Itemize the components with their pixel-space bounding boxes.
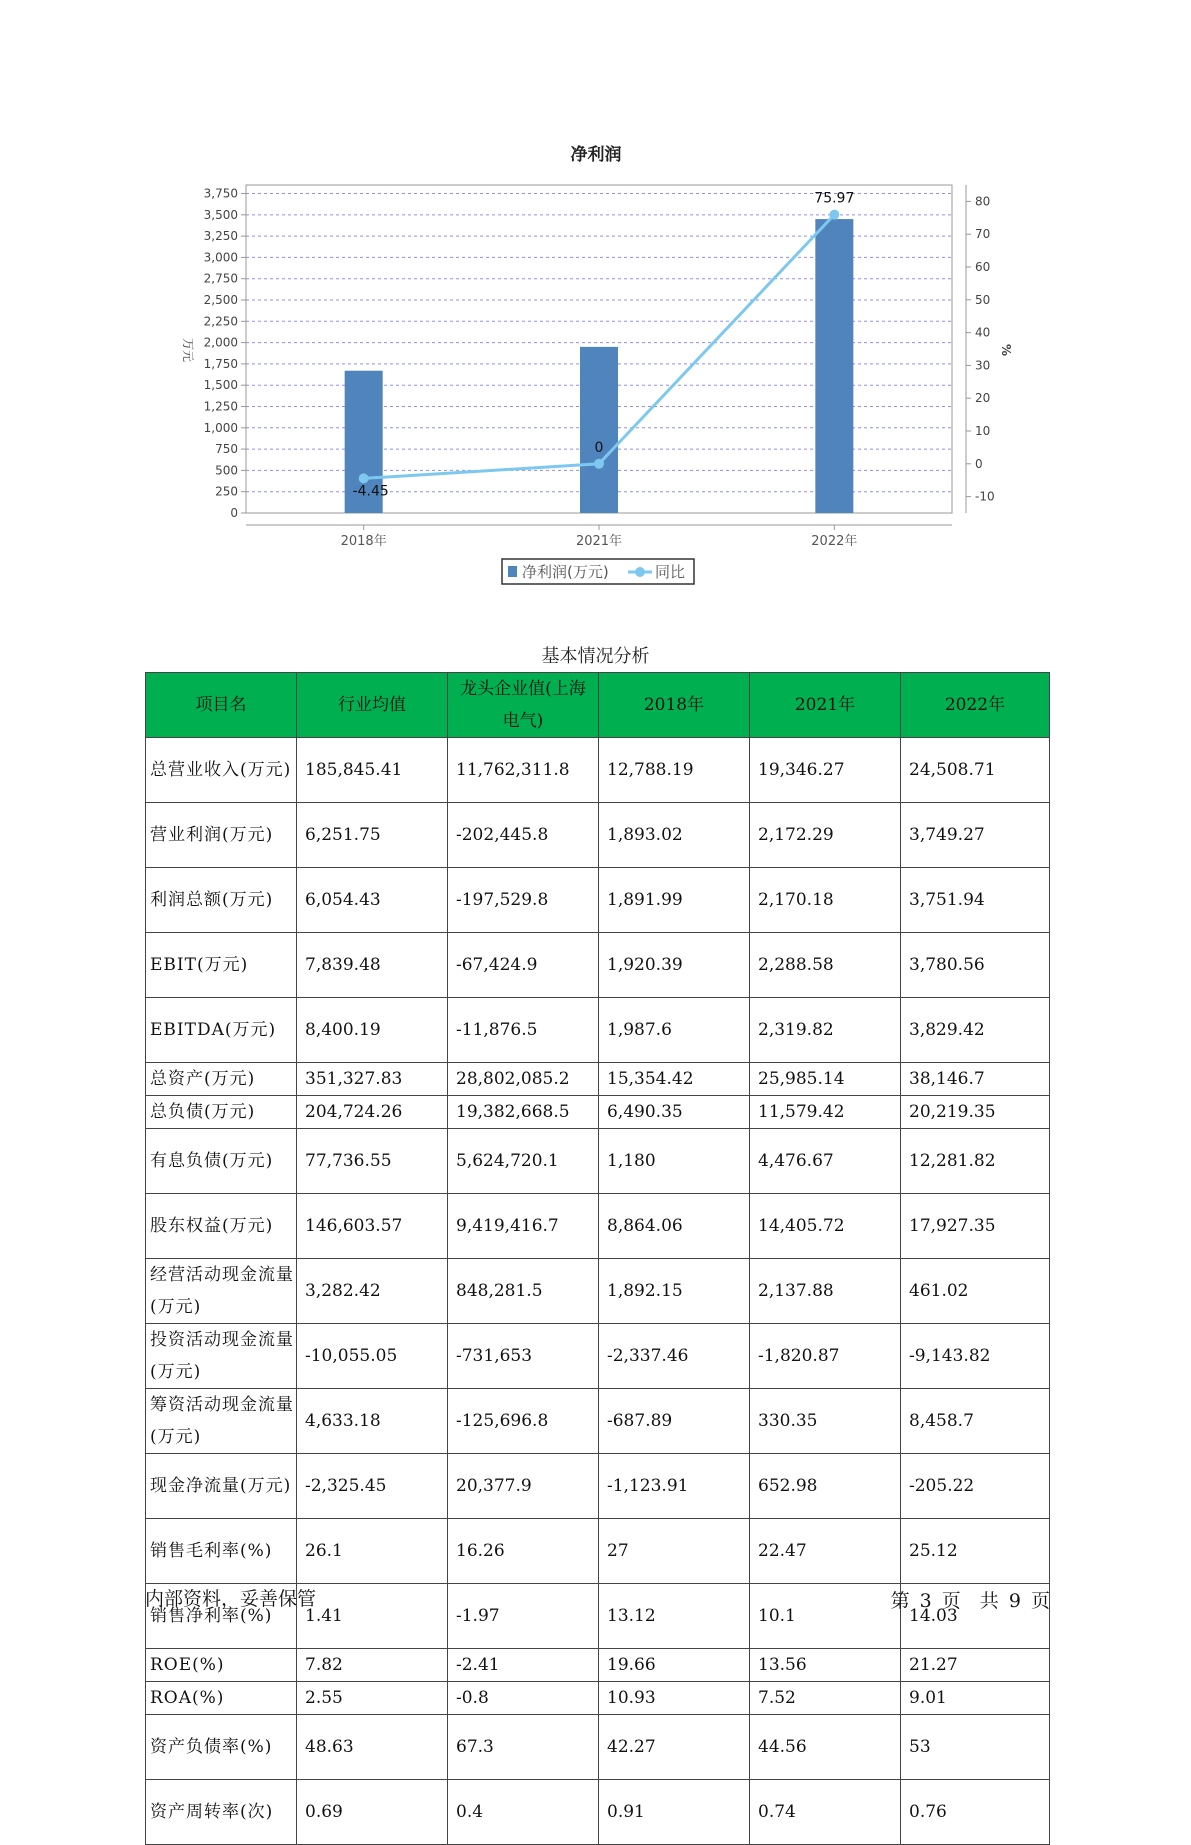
- left-tick-label: 1,000: [203, 420, 238, 435]
- value-cell: 11,762,311.8: [448, 738, 599, 803]
- table-row: [146, 933, 1050, 998]
- value-cell: 24,508.71: [901, 738, 1050, 803]
- right-axis-ticks: [966, 194, 995, 503]
- row-label-cell: 投资活动现金流量(万元): [146, 1324, 297, 1389]
- value-cell: 27: [599, 1519, 750, 1584]
- right-tick-label: 30: [975, 358, 991, 373]
- left-tick-label: 2,750: [203, 271, 238, 286]
- right-tick-label: 0: [975, 456, 983, 471]
- value-cell: 2,288.58: [750, 933, 901, 998]
- value-cell: 1.41: [297, 1584, 448, 1649]
- legend-net-profit-label: 净利润(万元): [522, 563, 609, 581]
- value-cell: -2,325.45: [297, 1454, 448, 1519]
- x-tick-label: 2018年: [340, 534, 387, 549]
- value-cell: 38,146.7: [901, 1063, 1050, 1096]
- right-tick-label: 70: [975, 227, 991, 242]
- value-cell: 25,985.14: [750, 1063, 901, 1096]
- value-cell: 7.52: [750, 1682, 901, 1715]
- row-label-cell: 利润总额(万元): [146, 868, 297, 933]
- bar-series: [345, 219, 854, 513]
- left-tick-label: 0: [230, 506, 238, 520]
- value-cell: 1,891.99: [599, 868, 750, 933]
- value-cell: 3,780.56: [901, 933, 1050, 998]
- legend-line-marker: [635, 567, 645, 577]
- value-cell: 7,839.48: [297, 933, 448, 998]
- table-body: [146, 738, 1050, 1845]
- value-cell: 2,137.88: [750, 1259, 901, 1324]
- value-cell: 3,751.94: [901, 868, 1050, 933]
- value-cell: -11,876.5: [448, 998, 599, 1063]
- value-cell: 15,354.42: [599, 1063, 750, 1096]
- yoy-point: [359, 473, 369, 483]
- table-row: [146, 1129, 1050, 1194]
- value-cell: -197,529.8: [448, 868, 599, 933]
- value-cell: 4,476.67: [750, 1129, 901, 1194]
- table-row: [146, 803, 1050, 868]
- header-leader-value: 龙头企业值(上海电气): [448, 673, 599, 738]
- value-cell: 652.98: [750, 1454, 901, 1519]
- value-cell: 2,170.18: [750, 868, 901, 933]
- value-cell: 3,829.42: [901, 998, 1050, 1063]
- chart-legend: [502, 559, 694, 584]
- row-label-cell: 筹资活动现金流量(万元): [146, 1389, 297, 1454]
- footer-confidential-note: 内部资料，妥善保管: [145, 1588, 317, 1610]
- value-cell: 330.35: [750, 1389, 901, 1454]
- row-label-cell: 现金净流量(万元): [146, 1454, 297, 1519]
- value-cell: 10.93: [599, 1682, 750, 1715]
- value-cell: 9.01: [901, 1682, 1050, 1715]
- header-2018: 2018年: [599, 673, 750, 738]
- row-label-cell: 销售毛利率(%): [146, 1519, 297, 1584]
- left-tick-label: 3,750: [203, 186, 238, 201]
- value-cell: 26.1: [297, 1519, 448, 1584]
- table-row: [146, 998, 1050, 1063]
- row-label-cell: 营业利润(万元): [146, 803, 297, 868]
- value-cell: 13.12: [599, 1584, 750, 1649]
- row-label-cell: 总资产(万元): [146, 1063, 297, 1096]
- value-cell: 8,864.06: [599, 1194, 750, 1259]
- table-row: [146, 1454, 1050, 1519]
- left-tick-label: 2,500: [203, 293, 238, 308]
- value-cell: 3,749.27: [901, 803, 1050, 868]
- value-cell: 2,319.82: [750, 998, 901, 1063]
- table-row: [146, 1649, 1050, 1682]
- table-row: [146, 868, 1050, 933]
- table-header-row: [146, 673, 1050, 738]
- left-tick-label: 3,250: [203, 229, 238, 244]
- row-label-cell: ROE(%): [146, 1649, 297, 1682]
- page-total: 9: [1008, 1590, 1021, 1612]
- x-tick-label: 2022年: [811, 534, 858, 549]
- value-cell: 8,400.19: [297, 998, 448, 1063]
- net-profit-chart: [0, 0, 1191, 600]
- row-label-cell: 有息负债(万元): [146, 1129, 297, 1194]
- value-cell: 14.03: [901, 1584, 1050, 1649]
- left-tick-label: 2,250: [203, 314, 238, 329]
- yoy-data-label: 75.97: [814, 190, 855, 207]
- yoy-data-label: 0: [594, 439, 604, 456]
- row-label-cell: ROA(%): [146, 1682, 297, 1715]
- right-tick-label: 50: [975, 292, 991, 307]
- row-label-cell: 股东权益(万元): [146, 1194, 297, 1259]
- value-cell: 848,281.5: [448, 1259, 599, 1324]
- page-prefix: 第: [890, 1590, 910, 1612]
- net-profit-bar: [580, 347, 618, 513]
- legend-yoy-label: 同比: [655, 563, 686, 581]
- value-cell: 6,490.35: [599, 1096, 750, 1129]
- value-cell: 0.74: [750, 1780, 901, 1845]
- table-row: [146, 1194, 1050, 1259]
- header-item-name: 项目名: [146, 673, 297, 738]
- net-profit-bar: [815, 219, 853, 513]
- left-tick-label: 1,500: [203, 378, 238, 393]
- value-cell: 25.12: [901, 1519, 1050, 1584]
- value-cell: 17,927.35: [901, 1194, 1050, 1259]
- value-cell: 14,405.72: [750, 1194, 901, 1259]
- row-label-cell: 资产周转率(次): [146, 1780, 297, 1845]
- value-cell: -9,143.82: [901, 1324, 1050, 1389]
- value-cell: -687.89: [599, 1389, 750, 1454]
- row-label-cell: EBIT(万元): [146, 933, 297, 998]
- value-cell: 351,327.83: [297, 1063, 448, 1096]
- left-tick-label: 2,000: [203, 335, 238, 350]
- right-tick-label: -10: [975, 489, 995, 504]
- value-cell: 19,346.27: [750, 738, 901, 803]
- value-cell: 8,458.7: [901, 1389, 1050, 1454]
- value-cell: 0.69: [297, 1780, 448, 1845]
- value-cell: 1,180: [599, 1129, 750, 1194]
- left-tick-label: 750: [215, 442, 238, 457]
- left-tick-label: 3,500: [203, 207, 238, 222]
- value-cell: 185,845.41: [297, 738, 448, 803]
- left-tick-label: 500: [215, 463, 238, 478]
- value-cell: 48.63: [297, 1715, 448, 1780]
- value-cell: -125,696.8: [448, 1389, 599, 1454]
- value-cell: -1,123.91: [599, 1454, 750, 1519]
- value-cell: 67.3: [448, 1715, 599, 1780]
- value-cell: 1,920.39: [599, 933, 750, 998]
- y2-axis-title: %: [999, 343, 1013, 357]
- left-tick-label: 1,250: [203, 399, 238, 414]
- table-row: [146, 738, 1050, 803]
- row-label-cell: 资产负债率(%): [146, 1715, 297, 1780]
- page-mid: 页 共: [941, 1590, 999, 1612]
- value-cell: 5,624,720.1: [448, 1129, 599, 1194]
- value-cell: -731,653: [448, 1324, 599, 1389]
- value-cell: -1.97: [448, 1584, 599, 1649]
- value-cell: 12,281.82: [901, 1129, 1050, 1194]
- line-series: [353, 191, 855, 500]
- value-cell: 1,893.02: [599, 803, 750, 868]
- value-cell: 9,419,416.7: [448, 1194, 599, 1259]
- table-title: 基本情况分析: [541, 646, 650, 667]
- value-cell: 19,382,668.5: [448, 1096, 599, 1129]
- table-row: [146, 1324, 1050, 1389]
- table-row: [146, 1259, 1050, 1324]
- value-cell: 461.02: [901, 1259, 1050, 1324]
- value-cell: 1,987.6: [599, 998, 750, 1063]
- value-cell: 53: [901, 1715, 1050, 1780]
- table-row: [146, 1389, 1050, 1454]
- value-cell: 12,788.19: [599, 738, 750, 803]
- page-suffix: 页: [1030, 1590, 1050, 1612]
- value-cell: -0.8: [448, 1682, 599, 1715]
- value-cell: 3,282.42: [297, 1259, 448, 1324]
- right-tick-label: 40: [975, 325, 991, 340]
- value-cell: -202,445.8: [448, 803, 599, 868]
- left-tick-label: 250: [215, 484, 238, 499]
- value-cell: 2.55: [297, 1682, 448, 1715]
- table-row: [146, 1096, 1050, 1129]
- value-cell: 0.91: [599, 1780, 750, 1845]
- header-2021: 2021年: [750, 673, 901, 738]
- yoy-point: [594, 459, 604, 469]
- value-cell: 6,054.43: [297, 868, 448, 933]
- value-cell: 28,802,085.2: [448, 1063, 599, 1096]
- value-cell: -67,424.9: [448, 933, 599, 998]
- table-row: [146, 1682, 1050, 1715]
- value-cell: 13.56: [750, 1649, 901, 1682]
- row-label-cell: EBITDA(万元): [146, 998, 297, 1063]
- yoy-point: [829, 210, 839, 220]
- value-cell: 16.26: [448, 1519, 599, 1584]
- value-cell: 204,724.26: [297, 1096, 448, 1129]
- table-row: [146, 1519, 1050, 1584]
- value-cell: 10.1: [750, 1584, 901, 1649]
- value-cell: -205.22: [901, 1454, 1050, 1519]
- right-tick-label: 80: [975, 194, 991, 209]
- y-axis-title: 万元: [181, 337, 195, 363]
- right-tick-label: 60: [975, 260, 991, 274]
- value-cell: 77,736.55: [297, 1129, 448, 1194]
- value-cell: 20,377.9: [448, 1454, 599, 1519]
- yoy-data-label: -4.45: [352, 483, 389, 500]
- x-tick-label: 2021年: [575, 534, 623, 549]
- right-tick-label: 20: [975, 391, 991, 406]
- table-row: [146, 1715, 1050, 1780]
- value-cell: 7.82: [297, 1649, 448, 1682]
- value-cell: 44.56: [750, 1715, 901, 1780]
- left-tick-label: 1,750: [203, 356, 238, 371]
- value-cell: 11,579.42: [750, 1096, 901, 1129]
- row-label-cell: 总营业收入(万元): [146, 738, 297, 803]
- left-tick-label: 3,000: [203, 250, 238, 265]
- value-cell: -2,337.46: [599, 1324, 750, 1389]
- right-tick-label: 10: [975, 424, 991, 438]
- row-label-cell: 经营活动现金流量(万元): [146, 1259, 297, 1324]
- value-cell: 20,219.35: [901, 1096, 1050, 1129]
- value-cell: 146,603.57: [297, 1194, 448, 1259]
- footer-page-number: [891, 1586, 1050, 1613]
- value-cell: 42.27: [599, 1715, 750, 1780]
- value-cell: 21.27: [901, 1649, 1050, 1682]
- row-label-cell: 总负债(万元): [146, 1096, 297, 1129]
- header-2022: 2022年: [901, 673, 1050, 738]
- table-row: [146, 1063, 1050, 1096]
- left-axis-ticks: [204, 187, 246, 520]
- value-cell: 22.47: [750, 1519, 901, 1584]
- value-cell: 0.76: [901, 1780, 1050, 1845]
- page-current: 3: [919, 1590, 932, 1612]
- value-cell: 4,633.18: [297, 1389, 448, 1454]
- row-label-cell: 销售净利率(%): [146, 1584, 297, 1649]
- value-cell: 1,892.15: [599, 1259, 750, 1324]
- chart-title: 净利润: [570, 145, 622, 165]
- value-cell: -1,820.87: [750, 1324, 901, 1389]
- value-cell: 0.4: [448, 1780, 599, 1845]
- basic-analysis-table: [145, 672, 1050, 1845]
- value-cell: 19.66: [599, 1649, 750, 1682]
- value-cell: 2,172.29: [750, 803, 901, 868]
- table-row: [146, 1780, 1050, 1845]
- value-cell: 6,251.75: [297, 803, 448, 868]
- legend-bar-swatch: [508, 566, 517, 577]
- header-industry-average: 行业均值: [297, 673, 448, 738]
- value-cell: -2.41: [448, 1649, 599, 1682]
- x-axis-labels: [341, 525, 858, 549]
- value-cell: -10,055.05: [297, 1324, 448, 1389]
